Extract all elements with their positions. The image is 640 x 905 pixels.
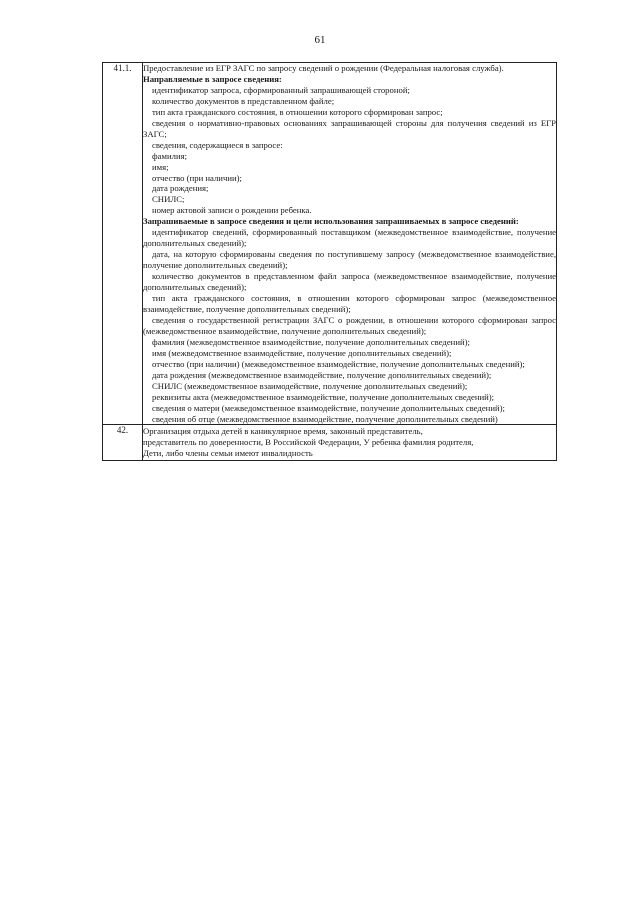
requested-item: сведения о матери (межведомственное взаимодействие, получение дополнительных сведений); <box>152 402 505 413</box>
sent-item: тип акта гражданского состояния, в отношении которого сформирован запрос; <box>152 106 443 117</box>
requested-item: фамилия (межведомственное взаимодействие, получение дополнительных сведений); <box>152 336 470 347</box>
requested-item: дата, на которую сформированы сведения по поступившему запросу (межведомственное взаимодействие, получение дополнительных сведений); <box>143 249 556 271</box>
row-line: Дети, либо члены семьи имеют инвалидность <box>143 448 313 459</box>
sent-item: идентификатор запроса, сформированный запрашивающей стороной; <box>152 84 410 95</box>
sent-heading: Направляемые в запросе сведения: <box>143 73 282 84</box>
service-title: Предоставление из ЕГР ЗАГС по запросу сведений о рождении (Федеральная налоговая служба). <box>143 63 504 73</box>
table-row-41-1 <box>103 63 557 425</box>
table-row-42 <box>103 425 557 461</box>
row-content <box>143 63 557 425</box>
requested-item: реквизиты акта (межведомственное взаимодействие, получение дополнительных сведений); <box>152 391 495 402</box>
row-number: 41.1. <box>103 63 143 425</box>
sent-item: отчество (при наличии); <box>152 172 242 183</box>
requested-item: сведения о государственной регистрации ЗАГС о рождении, в отношении которого сформирован запрос (межведомственное взаимодействие, получение дополнительных сведений); <box>143 314 556 336</box>
sent-item: номер актовой записи о рождении ребенка. <box>152 205 312 216</box>
row-number: 42. <box>103 425 143 461</box>
requested-item: имя (межведомственное взаимодействие, получение дополнительных сведений); <box>152 347 452 358</box>
row-content <box>143 425 557 461</box>
sent-item: сведения о нормативно-правовых основаниях запрашивающей стороны для получения сведений из ЕГР ЗАГС; <box>143 117 556 139</box>
row-line: Организация отдыха детей в каникулярное время, законный представитель, <box>143 426 423 437</box>
page-number: 61 <box>314 34 326 46</box>
sent-item: количество документов в представленном файле; <box>152 95 335 106</box>
services-table <box>102 62 557 461</box>
requested-item: тип акта гражданского состояния, в отношении которого сформирован запрос (межведомственное взаимодействие, получение дополнительных сведений); <box>143 293 556 314</box>
requested-item: сведения об отце (межведомственное взаимодействие, получение дополнительных сведений) <box>152 413 498 424</box>
requested-item: дата рождения (межведомственное взаимодействие, получение дополнительных сведений); <box>152 369 492 380</box>
requested-heading: Запрашиваемые в запросе сведения и цели использования запрашиваемых в запросе сведений: <box>143 216 519 227</box>
requested-item: идентификатор сведений, сформированный поставщиком (межведомственное взаимодействие, получение дополнительных сведений); <box>143 227 556 249</box>
sent-item: фамилия; <box>152 150 188 161</box>
requested-item: отчество (при наличии) (межведомственное взаимодействие, получение дополнительных сведений); <box>152 358 525 369</box>
requested-item: количество документов в представленном файл запроса (межведомственное взаимодействие, получение дополнительных сведений); <box>143 271 556 293</box>
row-line: представитель по доверенности, В Российской Федерации, У ребенка фамилия родителя, <box>143 437 474 448</box>
sent-item: имя; <box>152 161 169 172</box>
sent-item: сведения, содержащиеся в запросе: <box>152 139 283 150</box>
sent-item: СНИЛС; <box>152 194 185 205</box>
sent-item: дата рождения; <box>152 183 209 194</box>
requested-item: СНИЛС (межведомственное взаимодействие, получение дополнительных сведений); <box>152 380 468 391</box>
